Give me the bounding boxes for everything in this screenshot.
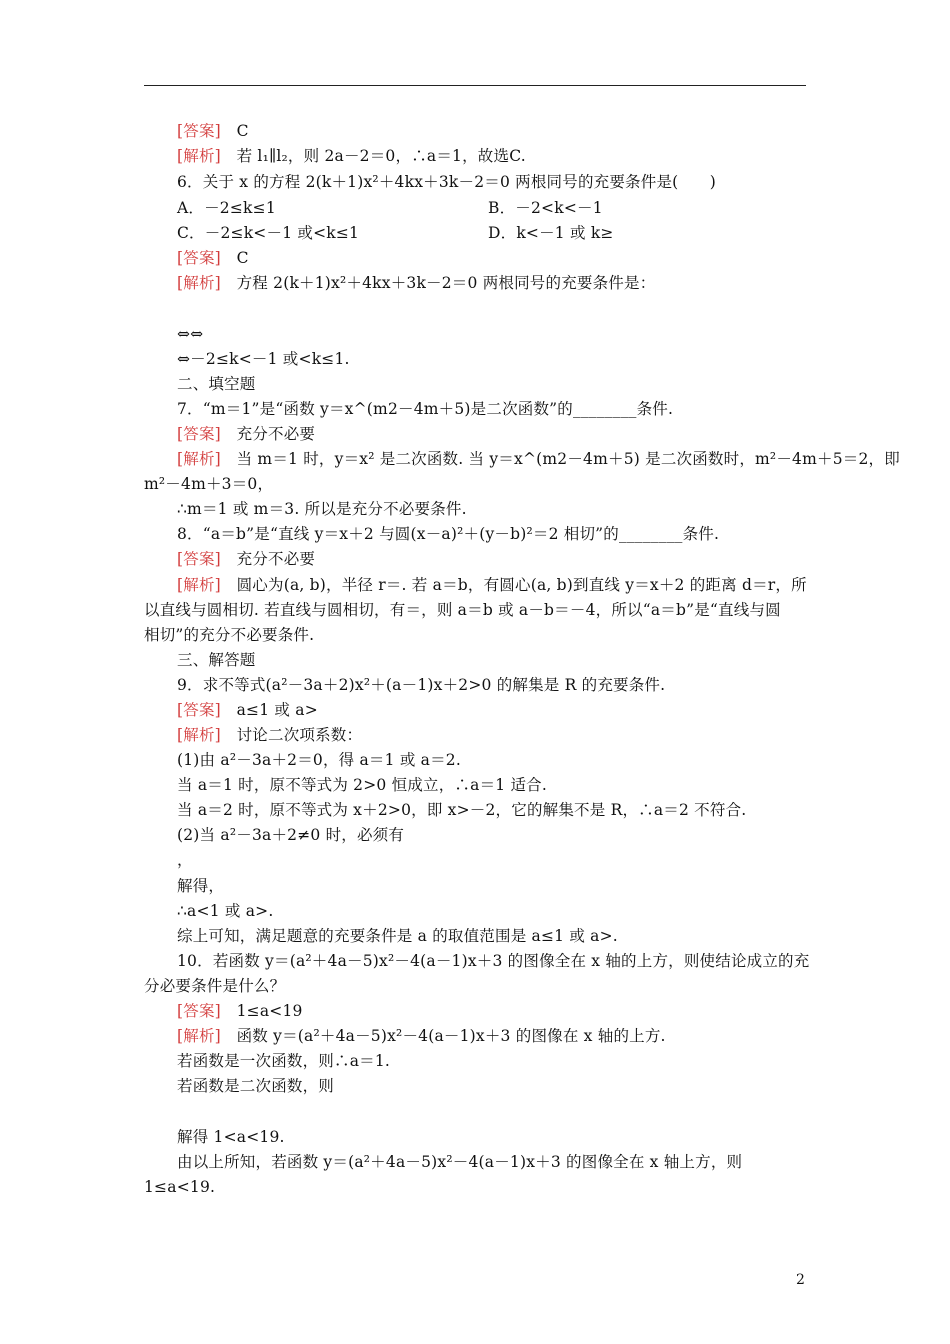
analysis-tag: [解析] — [177, 576, 221, 594]
analysis-tag: [解析] — [177, 726, 221, 744]
option-a: A．－2≤k≤1 — [177, 199, 276, 217]
text-line: 当 a＝1 时，原不等式为 2>0 恒成立，∴a＝1 适合. — [177, 776, 547, 794]
text-line: [解析] 当 m＝1 时，y＝x² 是二次函数. 当 y＝x^(m2－4m＋5) 是二次函数时，m²－4m＋5＝2，即 — [177, 450, 900, 468]
text-line: 若函数是一次函数，则∴a＝1. — [177, 1052, 391, 1070]
section-heading: 三、解答题 — [177, 651, 256, 669]
text-line: m²－4m＋3＝0， — [144, 475, 274, 493]
answer-tag: [答案] — [177, 1002, 221, 1020]
analysis-tag: [解析] — [177, 147, 221, 165]
text-line: 分必要条件是什么？ — [144, 977, 286, 995]
answer-tag: [答案] — [177, 701, 221, 719]
text-line: [答案] 充分不必要 — [177, 550, 316, 568]
text-line: 若函数是二次函数，则 — [177, 1077, 335, 1095]
text-line: [解析] 函数 y＝(a²＋4a－5)x²－4(a－1)x＋3 的图像在 x 轴的上方. — [177, 1027, 666, 1045]
text-line: [解析] 方程 2(k＋1)x²＋4kx＋3k－2＝0 两根同号的充要条件是： — [177, 274, 656, 292]
answer-tag: [答案] — [177, 249, 221, 267]
text-line: 当 a＝2 时，原不等式为 x＋2>0，即 x>－2，它的解集不是 R，∴a＝2 不符合. — [177, 801, 747, 819]
option-c: C．－2≤k<－1 或<k≤1 — [177, 224, 360, 242]
text-line: ， — [177, 851, 193, 869]
text-line: 由以上所知，若函数 y＝(a²＋4a－5)x²－4(a－1)x＋3 的图像全在 x 轴上方，则 — [177, 1153, 743, 1171]
text-line: [答案] 充分不必要 — [177, 425, 316, 443]
question-7: 7．“m＝1”是“函数 y＝x^(m2－4m＋5)是二次函数”的________条件. — [177, 400, 674, 418]
text-line: [答案] C — [177, 122, 249, 140]
page-number: 2 — [796, 1272, 805, 1288]
text-line: ⇔⇔ — [177, 325, 204, 343]
answer-tag: [答案] — [177, 425, 221, 443]
text-line: ⇔－2≤k<－1 或<k≤1. — [177, 350, 350, 368]
section-heading: 二、填空题 — [177, 375, 256, 393]
text-line: [答案] 1≤a<19 — [177, 1002, 303, 1020]
text-line: ∴a<1 或 a>. — [177, 902, 274, 920]
text-line: 以直线与圆相切. 若直线与圆相切，有＝，则 a＝b 或 a－b＝－4，所以“a＝b”是“直线与圆 — [144, 601, 781, 619]
text-line: 相切”的充分不必要条件. — [144, 626, 315, 644]
text-line: [解析] 圆心为(a, b)，半径 r＝. 若 a＝b，有圆心(a, b)到直线 y＝x＋2 的距离 d＝r，所 — [177, 576, 807, 594]
analysis-tag: [解析] — [177, 1027, 221, 1045]
question-9: 9．求不等式(a²－3a＋2)x²＋(a－1)x＋2>0 的解集是 R 的充要条件. — [177, 676, 666, 694]
question-8: 8．“a＝b”是“直线 y＝x＋2 与圆(x－a)²＋(y－b)²＝2 相切”的________条件. — [177, 525, 720, 543]
answer-tag: [答案] — [177, 550, 221, 568]
text-line: 解得， — [177, 877, 225, 895]
text-line: [答案] a≤1 或 a> — [177, 701, 318, 719]
analysis-tag: [解析] — [177, 274, 221, 292]
text-line: (2)当 a²－3a＋2≠0 时，必须有 — [177, 826, 405, 844]
text-line: (1)由 a²－3a＋2＝0，得 a＝1 或 a＝2. — [177, 751, 461, 769]
option-d: D．k<－1 或 k≥ — [488, 224, 614, 242]
option-b: B．－2<k<－1 — [488, 199, 603, 217]
text-line: ∴m＝1 或 m＝3. 所以是充分不必要条件. — [177, 500, 467, 518]
question-10: 10．若函数 y＝(a²＋4a－5)x²－4(a－1)x＋3 的图像全在 x 轴的上方，则使结论成立的充 — [177, 952, 810, 970]
header-rule — [144, 85, 806, 86]
text-line: [解析] 若 l₁∥l₂，则 2a－2＝0，∴a＝1，故选C. — [177, 147, 526, 165]
text-line: 1≤a<19. — [144, 1178, 216, 1196]
text-line: [解析] 讨论二次项系数： — [177, 726, 363, 744]
text-line: 解得 1<a<19. — [177, 1128, 285, 1146]
analysis-tag: [解析] — [177, 450, 221, 468]
text-line: 综上可知，满足题意的充要条件是 a 的取值范围是 a≤1 或 a>. — [177, 927, 618, 945]
question-6: 6．关于 x 的方程 2(k＋1)x²＋4kx＋3k－2＝0 两根同号的充要条件是( ) — [177, 173, 717, 191]
text-line: [答案] C — [177, 249, 249, 267]
answer-tag: [答案] — [177, 122, 221, 140]
